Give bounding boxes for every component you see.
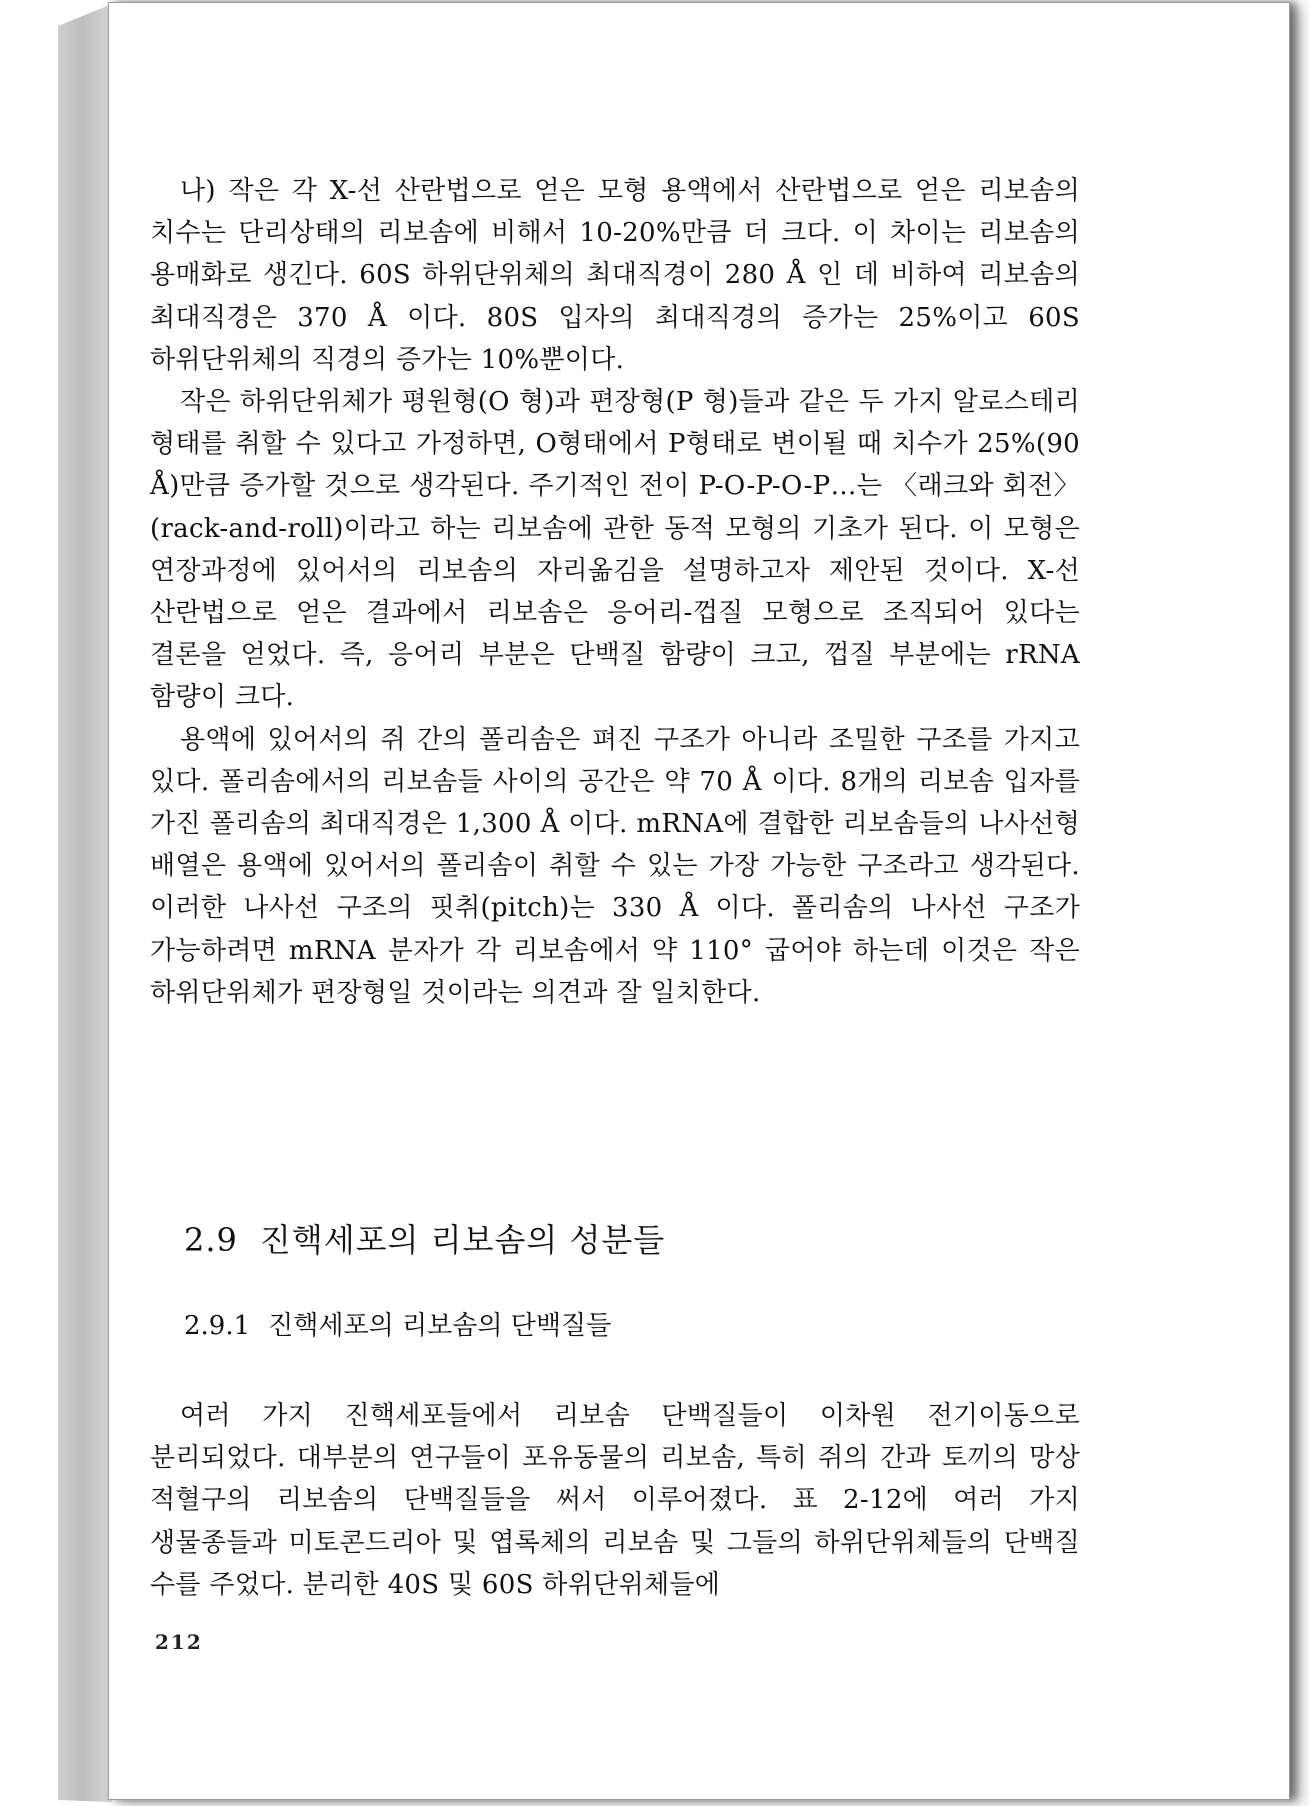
section-title: 진핵세포의 리보솜의 성분들	[259, 1221, 666, 1259]
paragraph: 작은 하위단위체가 평원형(O 형)과 편장형(P 형)들과 같은 두 가지 알로스테리 형태를 취할 수 있다고 가정하면, O형태에서 P형태로 변이될 때 치수가 25%(90 Å)만큼 증가할 것으로 생각된다. 주기적인 전이 P-O-P-O-P…는 〈래크와 회전〉(rack-and-roll)이라고 하는 리보솜에 관한 동적 모형의 기초가 된다. 이 모형은 연장과정에 있어서의 리보솜의 자리옮김을 설명하고자 제안된 것이다. X-선 산란법으로 얻은 결과에서 리보솜은 응어리-껍질 모형으로 조직되어 있다는 결론을 얻었다. 즉, 응어리 부분은 단백질 함량이 크고, 껍질 부분에는 rRNA 함량이 크다.	[150, 387, 1080, 713]
book-spine	[58, 4, 112, 1802]
body-text	[150, 170, 1080, 1014]
paragraph: 여러 가지 진핵세포들에서 리보솜 단백질들이 이차원 전기이동으로 분리되었다. 대부분의 연구들이 포유동물의 리보솜, 특히 쥐의 간과 토끼의 망상 적혈구의 리보솜의 단백질들을 써서 이루어졌다. 표 2-12에 여러 가지 생물종들과 미토콘드리아 및 엽록체의 리보솜 및 그들의 하위단위체들의 단백질 수를 주었다. 분리한 40S 및 60S 하위단위체들에	[150, 1401, 1080, 1600]
paragraph: 용액에 있어서의 쥐 간의 폴리솜은 펴진 구조가 아니라 조밀한 구조를 가지고 있다. 폴리솜에서의 리보솜들 사이의 공간은 약 70 Å 이다. 8개의 리보솜 입자를 가진 폴리솜의 최대직경은 1,300 Å 이다. mRNA에 결합한 리보솜들의 나사선형 배열은 용액에 있어서의 폴리솜이 취할 수 있는 가장 가능한 구조라고 생각된다. 이러한 나사선 구조의 핏취(pitch)는 330 Å 이다. 폴리솜의 나사선 구조가 가능하려면 mRNA 분자가 각 리보솜에서 약 110° 굽어야 하는데 이것은 작은 하위단위체가 편장형일 것이라는 의견과 잘 일치한다.	[150, 724, 1080, 1008]
section-number: 2.9	[184, 1221, 238, 1259]
subsection-title: 진핵세포의 리보솜의 단백질들	[268, 1311, 612, 1341]
paragraph: 나) 작은 각 X-선 산란법으로 얻은 모형 용액에서 산란법으로 얻은 리보솜의 치수는 단리상태의 리보솜에 비해서 10-20%만큼 더 크다. 이 차이는 리보솜의 용매화로 생긴다. 60S 하위단위체의 최대직경이 280 Å 인 데 비하여 리보솜의 최대직경은 370 Å 이다. 80S 입자의 최대직경의 증가는 25%이고 60S 하위단위체의 직경의 증가는 10%뿐이다.	[150, 176, 1080, 375]
subsection-heading	[184, 1305, 611, 1342]
body-text-2	[150, 1395, 1080, 1606]
page-number: 212	[155, 1630, 203, 1654]
section-heading	[184, 1215, 665, 1261]
subsection-number: 2.9.1	[184, 1311, 251, 1341]
